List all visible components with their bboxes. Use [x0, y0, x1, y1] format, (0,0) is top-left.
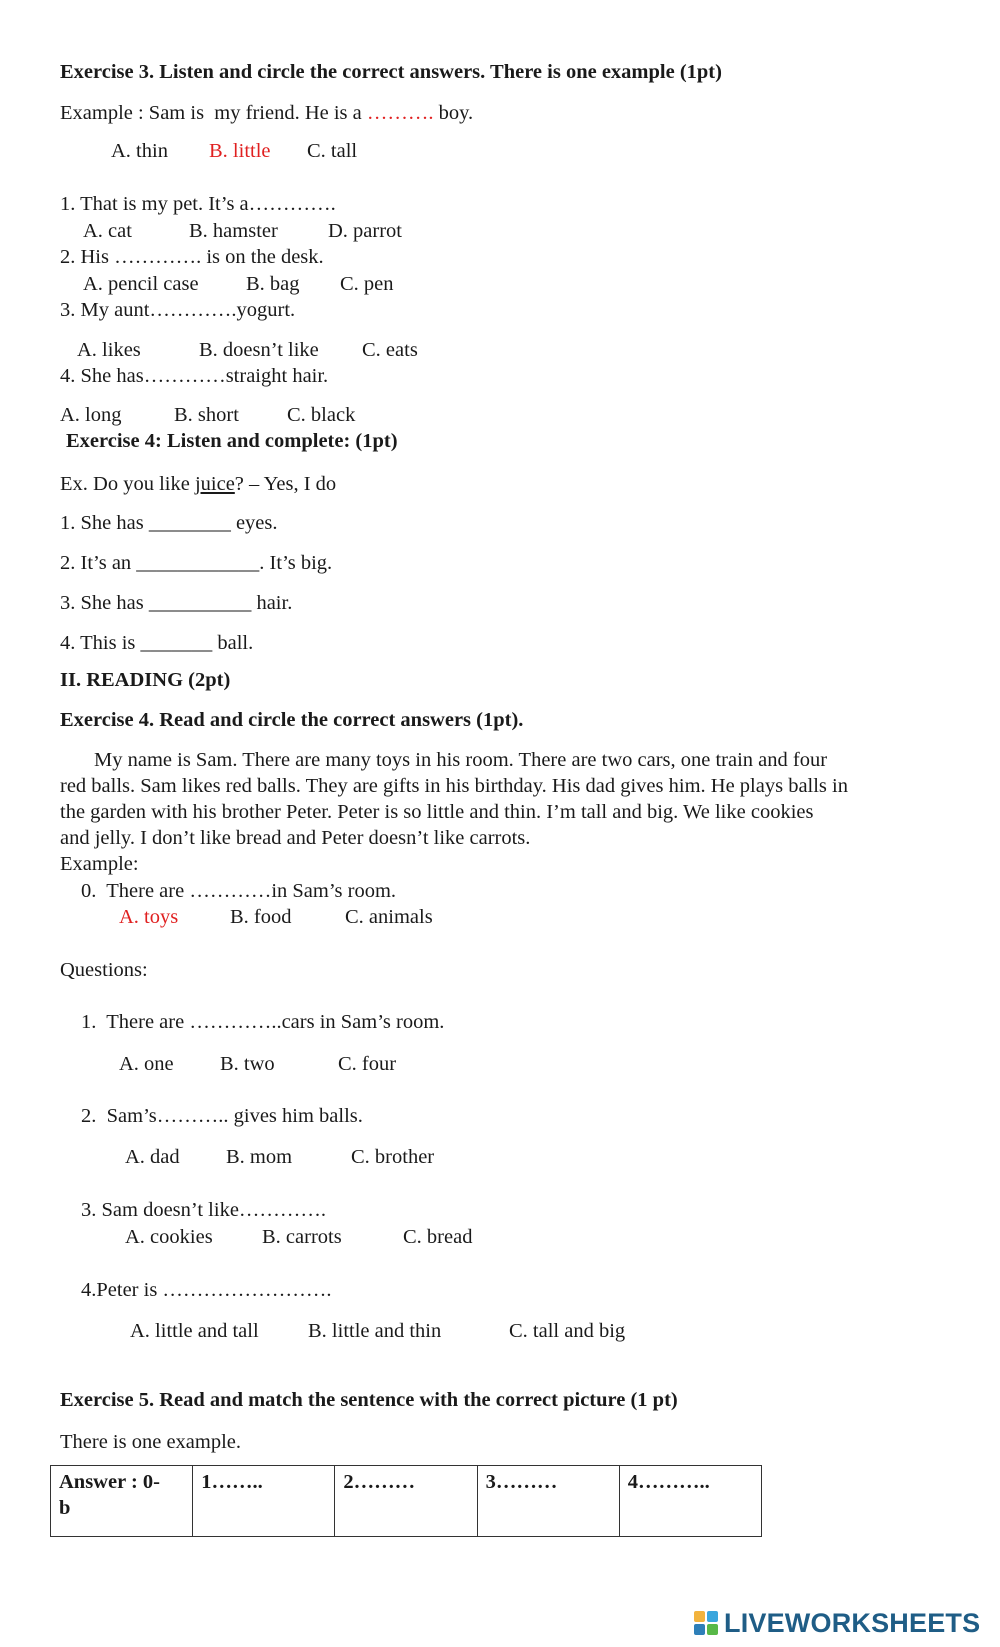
reading-q2-option-c[interactable]: C. brother — [351, 1146, 435, 1168]
example-text-pre: Example : Sam is my friend. He is a — [60, 102, 367, 124]
ex4-listen-item-2[interactable]: 2. It’s an ____________. It’s big. — [60, 552, 333, 574]
logo-block-blue — [694, 1624, 705, 1635]
exercise-5-title: Exercise 5. Read and match the sentence with the correct picture (1 pt) — [60, 1389, 678, 1411]
ex3-question-1: 1. That is my pet. It’s a…………. — [60, 193, 336, 215]
reading-q1-option-c[interactable]: C. four — [338, 1053, 397, 1075]
passage-line-3: the garden with his brother Peter. Peter is so little and thin. I’m tall and big. We like cookies — [60, 801, 814, 823]
ex3-question-2: 2. His …………. is on the desk. — [60, 246, 324, 268]
answer-cell-example: Answer : 0- b — [51, 1466, 193, 1537]
ex4-listen-item-3[interactable]: 3. She has __________ hair. — [60, 592, 293, 614]
reading-question-2: 2. Sam’s……….. gives him balls. — [81, 1105, 363, 1127]
reading-example-option-b[interactable]: B. food — [230, 906, 292, 928]
reading-q3-option-a[interactable]: A. cookies — [125, 1226, 213, 1248]
questions-label: Questions: — [60, 959, 148, 981]
logo-block-green — [707, 1624, 718, 1635]
answer-table — [50, 1465, 762, 1537]
reading-q4-option-b[interactable]: B. little and thin — [308, 1320, 442, 1342]
answer-table-row — [51, 1466, 762, 1537]
reading-question-4: 4.Peter is ……………………. — [81, 1279, 332, 1301]
answer-cell-1[interactable]: 1…….. — [193, 1466, 335, 1537]
ex3-q3-option-b[interactable]: B. doesn’t like — [199, 339, 319, 361]
ex3-question-3: 3. My aunt………….yogurt. — [60, 299, 296, 321]
ex3-q3-option-c[interactable]: C. eats — [362, 339, 418, 361]
ex3-q2-option-a[interactable]: A. pencil case — [83, 273, 199, 295]
reading-example-label: Example: — [60, 853, 139, 875]
logo-block-lightblue — [707, 1611, 718, 1622]
reading-q2-option-a[interactable]: A. dad — [125, 1146, 180, 1168]
logo-text: LIVEWORKSHEETS — [724, 1607, 981, 1638]
ex4-listen-item-4[interactable]: 4. This is _______ ball. — [60, 632, 254, 654]
ex3-q2-option-c[interactable]: C. pen — [340, 273, 394, 295]
ex3-q1-option-d[interactable]: D. parrot — [328, 220, 403, 242]
passage-line-1: My name is Sam. There are many toys in his room. There are two cars, one train and four — [94, 749, 828, 771]
ex3-q1-option-b[interactable]: B. hamster — [189, 220, 278, 242]
reading-question-3: 3. Sam doesn’t like…………. — [81, 1199, 327, 1221]
exercise-5-subtitle: There is one example. — [60, 1431, 242, 1453]
reading-q4-option-c[interactable]: C. tall and big — [509, 1320, 626, 1342]
ex4-listen-example — [60, 472, 336, 497]
answer-cell-3[interactable]: 3……… — [477, 1466, 619, 1537]
reading-example-question: 0. There are …………in Sam’s room. — [81, 880, 397, 902]
ex3-question-4: 4. She has…………straight hair. — [60, 365, 329, 387]
exercise-3-example — [60, 101, 473, 126]
logo-block-yellow — [694, 1611, 705, 1622]
reading-section-title: II. READING (2pt) — [60, 669, 231, 691]
reading-example-option-c[interactable]: C. animals — [345, 906, 433, 928]
reading-q2-option-b[interactable]: B. mom — [226, 1146, 293, 1168]
logo-blocks-icon — [694, 1609, 720, 1637]
answer-cell-4[interactable]: 4……….. — [619, 1466, 761, 1537]
ex3-q3-option-a[interactable]: A. likes — [77, 339, 141, 361]
passage-line-2: red balls. Sam likes red balls. They are gifts in his birthday. His dad gives him. He plays balls in — [60, 775, 848, 797]
ex4-listen-item-1[interactable]: 1. She has ________ eyes. — [60, 512, 278, 534]
reading-q1-option-b[interactable]: B. two — [220, 1053, 275, 1075]
answer-cell-2[interactable]: 2……… — [335, 1466, 477, 1537]
liveworksheets-logo — [694, 1606, 980, 1640]
reading-q4-option-a[interactable]: A. little and tall — [130, 1320, 259, 1342]
exercise-4-listen-title: Exercise 4: Listen and complete: (1pt) — [66, 430, 398, 452]
reading-question-1: 1. There are …………..cars in Sam’s room. — [81, 1011, 445, 1033]
reading-q1-option-a[interactable]: A. one — [119, 1053, 174, 1075]
exercise-3-title: Exercise 3. Listen and circle the correct answers. There is one example (1pt) — [60, 61, 722, 83]
example-option-c[interactable]: C. tall — [307, 140, 358, 162]
ex3-q2-option-b[interactable]: B. bag — [246, 273, 300, 295]
example-option-a[interactable]: A. thin — [111, 140, 168, 162]
ex3-q4-option-c[interactable]: C. black — [287, 404, 356, 426]
ex4-example-pre: Ex. Do you like — [60, 473, 195, 495]
exercise-4-reading-title: Exercise 4. Read and circle the correct answers (1pt). — [60, 709, 524, 731]
ex3-q1-option-a[interactable]: A. cat — [83, 220, 132, 242]
reading-q3-option-c[interactable]: C. bread — [403, 1226, 473, 1248]
passage-line-4: and jelly. I don’t like bread and Peter doesn’t like carrots. — [60, 827, 531, 849]
example-option-b-answer[interactable]: B. little — [209, 140, 271, 162]
reading-example-option-a-answer[interactable]: A. toys — [119, 906, 179, 928]
example-blank: ………. — [366, 102, 434, 124]
example-text-post: boy. — [433, 102, 474, 124]
ex4-example-word: juice — [194, 473, 235, 495]
ex3-q4-option-b[interactable]: B. short — [174, 404, 239, 426]
ex4-example-post: ? – Yes, I do — [234, 473, 337, 495]
reading-q3-option-b[interactable]: B. carrots — [262, 1226, 342, 1248]
ex3-q4-option-a[interactable]: A. long — [60, 404, 122, 426]
